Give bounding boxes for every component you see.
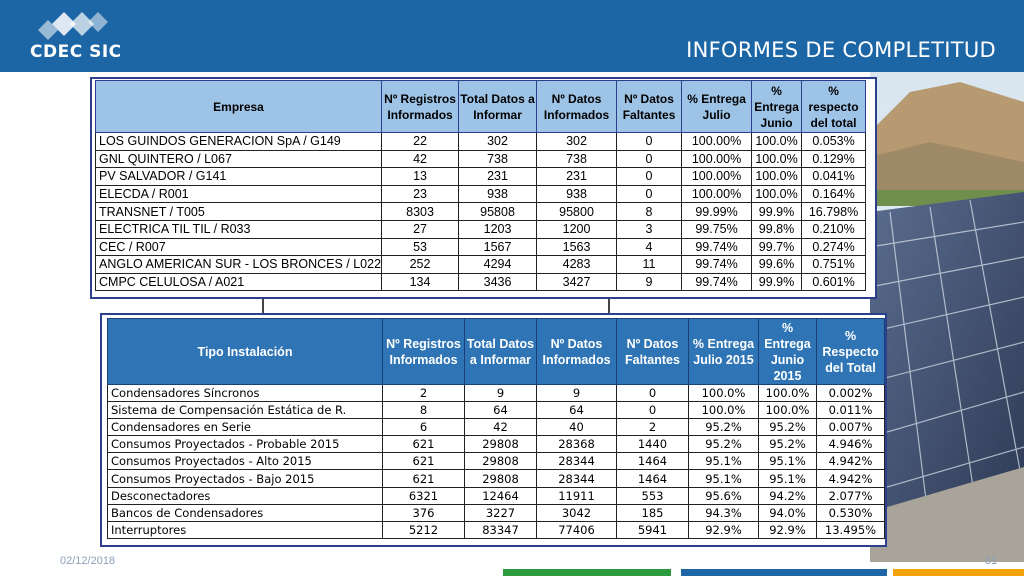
- value-cell: 1464: [617, 470, 689, 487]
- value-cell: 4: [617, 238, 682, 256]
- value-cell: 100.00%: [682, 150, 752, 168]
- value-cell: 9: [617, 273, 682, 291]
- table-row: [108, 521, 885, 538]
- row-label-cell: PV SALVADOR / G141: [96, 168, 382, 186]
- value-cell: 0.210%: [802, 220, 866, 238]
- value-cell: 95.1%: [759, 470, 817, 487]
- value-cell: 53: [382, 238, 459, 256]
- footer-bar-blue: [681, 569, 887, 576]
- value-cell: 8303: [382, 203, 459, 221]
- value-cell: 77406: [537, 521, 617, 538]
- logo-mark-icon: [34, 8, 114, 42]
- header-registros: Nº Registros Informados: [383, 319, 465, 385]
- value-cell: 100.00%: [682, 168, 752, 186]
- value-cell: 0.053%: [802, 133, 866, 151]
- value-cell: 95.2%: [759, 419, 817, 436]
- value-cell: 0: [617, 402, 689, 419]
- value-cell: 2: [383, 385, 465, 402]
- connector-line: [608, 299, 610, 313]
- solar-panel-photo: [870, 72, 1024, 562]
- header-datos-faltantes: Nº Datos Faltantes: [617, 319, 689, 385]
- value-cell: 23: [382, 185, 459, 203]
- value-cell: 3: [617, 220, 682, 238]
- header-entrega-junio: % Entrega Junio: [752, 81, 802, 133]
- company-completeness-table: [90, 77, 877, 299]
- value-cell: 0.601%: [802, 273, 866, 291]
- value-cell: 6: [383, 419, 465, 436]
- value-cell: 0.007%: [817, 419, 885, 436]
- value-cell: 22: [382, 133, 459, 151]
- row-label-cell: Desconectadores: [108, 487, 383, 504]
- value-cell: 100.0%: [759, 385, 817, 402]
- footer-bar-green: [503, 569, 671, 576]
- header-entrega-julio-2015: % Entrega Julio 2015: [689, 319, 759, 385]
- installation-completeness-table: [100, 313, 887, 547]
- value-cell: 100.0%: [689, 402, 759, 419]
- value-cell: 0.530%: [817, 504, 885, 521]
- value-cell: 3227: [465, 504, 537, 521]
- value-cell: 95.1%: [689, 453, 759, 470]
- value-cell: 1200: [537, 220, 617, 238]
- table-row: [108, 504, 885, 521]
- logo-text: CDEC SIC: [30, 42, 122, 62]
- value-cell: 9: [465, 385, 537, 402]
- value-cell: 94.0%: [759, 504, 817, 521]
- value-cell: 99.74%: [682, 238, 752, 256]
- table-row: [96, 168, 866, 186]
- value-cell: 13.495%: [817, 521, 885, 538]
- value-cell: 99.6%: [752, 256, 802, 274]
- table-row: [108, 436, 885, 453]
- row-label-cell: Consumos Proyectados - Bajo 2015: [108, 470, 383, 487]
- row-label-cell: Consumos Proyectados - Probable 2015: [108, 436, 383, 453]
- value-cell: 100.0%: [752, 185, 802, 203]
- row-label-cell: CEC / R007: [96, 238, 382, 256]
- value-cell: 1440: [617, 436, 689, 453]
- value-cell: 100.0%: [689, 385, 759, 402]
- row-label-cell: Consumos Proyectados - Alto 2015: [108, 453, 383, 470]
- header-datos-informados: Nº Datos Informados: [537, 319, 617, 385]
- slide-header: [0, 0, 1024, 72]
- row-label-cell: Condensadores en Serie: [108, 419, 383, 436]
- value-cell: 5212: [383, 521, 465, 538]
- value-cell: 83347: [465, 521, 537, 538]
- value-cell: 0: [617, 133, 682, 151]
- value-cell: 0: [617, 168, 682, 186]
- value-cell: 4.942%: [817, 453, 885, 470]
- value-cell: 95.2%: [689, 419, 759, 436]
- value-cell: 16.798%: [802, 203, 866, 221]
- value-cell: 99.8%: [752, 220, 802, 238]
- value-cell: 3436: [459, 273, 537, 291]
- table1-body: [96, 133, 866, 291]
- value-cell: 94.2%: [759, 487, 817, 504]
- row-label-cell: Interruptores: [108, 521, 383, 538]
- value-cell: 42: [382, 150, 459, 168]
- value-cell: 3427: [537, 273, 617, 291]
- value-cell: 12464: [465, 487, 537, 504]
- table-row: [96, 133, 866, 151]
- value-cell: 302: [459, 133, 537, 151]
- value-cell: 11: [617, 256, 682, 274]
- table-row: [108, 419, 885, 436]
- value-cell: 94.3%: [689, 504, 759, 521]
- value-cell: 9: [537, 385, 617, 402]
- value-cell: 28344: [537, 453, 617, 470]
- value-cell: 0.041%: [802, 168, 866, 186]
- value-cell: 738: [459, 150, 537, 168]
- value-cell: 99.75%: [682, 220, 752, 238]
- value-cell: 252: [382, 256, 459, 274]
- value-cell: 99.7%: [752, 238, 802, 256]
- header-registros: Nº Registros Informados: [382, 81, 459, 133]
- table1-header-row: [96, 81, 866, 133]
- value-cell: 13: [382, 168, 459, 186]
- row-label-cell: ELECDA / R001: [96, 185, 382, 203]
- value-cell: 29808: [465, 436, 537, 453]
- value-cell: 99.9%: [752, 273, 802, 291]
- value-cell: 6321: [383, 487, 465, 504]
- row-label-cell: TRANSNET / T005: [96, 203, 382, 221]
- value-cell: 95.1%: [759, 453, 817, 470]
- value-cell: 11911: [537, 487, 617, 504]
- header-empresa: Empresa: [96, 81, 382, 133]
- value-cell: 0: [617, 385, 689, 402]
- value-cell: 231: [537, 168, 617, 186]
- table-row: [96, 256, 866, 274]
- value-cell: 0.274%: [802, 238, 866, 256]
- table-row: [96, 273, 866, 291]
- value-cell: 99.9%: [752, 203, 802, 221]
- value-cell: 95800: [537, 203, 617, 221]
- value-cell: 100.0%: [752, 133, 802, 151]
- value-cell: 4283: [537, 256, 617, 274]
- value-cell: 231: [459, 168, 537, 186]
- value-cell: 1464: [617, 453, 689, 470]
- value-cell: 0.011%: [817, 402, 885, 419]
- table2-body: [108, 385, 885, 539]
- value-cell: 100.00%: [682, 185, 752, 203]
- value-cell: 621: [383, 470, 465, 487]
- header-respecto-total: % Respecto del Total: [817, 319, 885, 385]
- row-label-cell: ANGLO AMERICAN SUR - LOS BRONCES / L022: [96, 256, 382, 274]
- value-cell: 0.002%: [817, 385, 885, 402]
- table-row: [96, 220, 866, 238]
- value-cell: 40: [537, 419, 617, 436]
- footer-bar-orange: [893, 569, 1024, 576]
- connector-line: [262, 299, 264, 313]
- value-cell: 0.129%: [802, 150, 866, 168]
- value-cell: 4294: [459, 256, 537, 274]
- value-cell: 95808: [459, 203, 537, 221]
- page-title: INFORMES DE COMPLETITUD: [686, 38, 996, 62]
- value-cell: 95.6%: [689, 487, 759, 504]
- table-row: [108, 453, 885, 470]
- value-cell: 100.0%: [759, 402, 817, 419]
- value-cell: 29808: [465, 453, 537, 470]
- value-cell: 100.0%: [752, 150, 802, 168]
- value-cell: 95.2%: [689, 436, 759, 453]
- slide-date: 02/12/2018: [60, 555, 116, 567]
- header-entrega-junio-2015: % Entrega Junio 2015: [759, 319, 817, 385]
- slide-number: 31: [985, 555, 998, 567]
- value-cell: 2.077%: [817, 487, 885, 504]
- value-cell: 5941: [617, 521, 689, 538]
- header-respecto-total: % respecto del total: [802, 81, 866, 133]
- table-row: [108, 385, 885, 402]
- table-row: [108, 487, 885, 504]
- value-cell: 28368: [537, 436, 617, 453]
- value-cell: 621: [383, 453, 465, 470]
- value-cell: 4.942%: [817, 470, 885, 487]
- value-cell: 1203: [459, 220, 537, 238]
- value-cell: 28344: [537, 470, 617, 487]
- value-cell: 376: [383, 504, 465, 521]
- table-row: [108, 402, 885, 419]
- value-cell: 553: [617, 487, 689, 504]
- table-row: [96, 238, 866, 256]
- value-cell: 100.00%: [682, 133, 752, 151]
- value-cell: 99.74%: [682, 273, 752, 291]
- row-label-cell: Condensadores Síncronos: [108, 385, 383, 402]
- header-datos-informados: Nº Datos Informados: [537, 81, 617, 133]
- value-cell: 1567: [459, 238, 537, 256]
- value-cell: 92.9%: [759, 521, 817, 538]
- value-cell: 4.946%: [817, 436, 885, 453]
- table-row: [96, 203, 866, 221]
- table2-header-row: [108, 319, 885, 385]
- value-cell: 8: [383, 402, 465, 419]
- value-cell: 2: [617, 419, 689, 436]
- row-label-cell: ELECTRICA TIL TIL / R033: [96, 220, 382, 238]
- table-row: [96, 150, 866, 168]
- table-row: [108, 470, 885, 487]
- value-cell: 64: [537, 402, 617, 419]
- header-total-datos: Total Datos a Informar: [459, 81, 537, 133]
- value-cell: 938: [459, 185, 537, 203]
- row-label-cell: GNL QUINTERO / L067: [96, 150, 382, 168]
- value-cell: 95.2%: [759, 436, 817, 453]
- value-cell: 185: [617, 504, 689, 521]
- value-cell: 27: [382, 220, 459, 238]
- value-cell: 938: [537, 185, 617, 203]
- value-cell: 134: [382, 273, 459, 291]
- cdec-sic-logo: [22, 8, 132, 64]
- row-label-cell: CMPC CELULOSA / A021: [96, 273, 382, 291]
- row-label-cell: Sistema de Compensación Estática de R.: [108, 402, 383, 419]
- value-cell: 100.0%: [752, 168, 802, 186]
- header-datos-faltantes: Nº Datos Faltantes: [617, 81, 682, 133]
- value-cell: 99.74%: [682, 256, 752, 274]
- header-tipo-instalacion: Tipo Instalación: [108, 319, 383, 385]
- value-cell: 99.99%: [682, 203, 752, 221]
- header-entrega-julio: % Entrega Julio: [682, 81, 752, 133]
- value-cell: 0: [617, 150, 682, 168]
- row-label-cell: LOS GUINDOS GENERACION SpA / G149: [96, 133, 382, 151]
- value-cell: 42: [465, 419, 537, 436]
- value-cell: 8: [617, 203, 682, 221]
- value-cell: 64: [465, 402, 537, 419]
- value-cell: 0: [617, 185, 682, 203]
- table-row: [96, 185, 866, 203]
- header-total-datos: Total Datos a Informar: [465, 319, 537, 385]
- value-cell: 92.9%: [689, 521, 759, 538]
- value-cell: 302: [537, 133, 617, 151]
- value-cell: 738: [537, 150, 617, 168]
- value-cell: 621: [383, 436, 465, 453]
- value-cell: 1563: [537, 238, 617, 256]
- value-cell: 0.164%: [802, 185, 866, 203]
- row-label-cell: Bancos de Condensadores: [108, 504, 383, 521]
- value-cell: 95.1%: [689, 470, 759, 487]
- value-cell: 3042: [537, 504, 617, 521]
- value-cell: 0.751%: [802, 256, 866, 274]
- value-cell: 29808: [465, 470, 537, 487]
